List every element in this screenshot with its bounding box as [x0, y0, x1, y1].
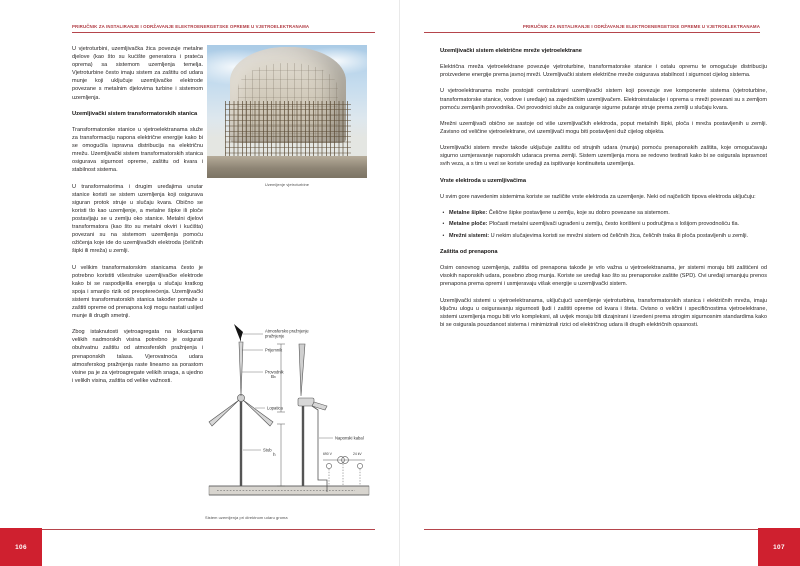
heading-surge-protection: Zaštita od prenapona	[440, 248, 498, 255]
left-text-column	[72, 45, 203, 385]
bullet-term-plates: Metalne ploče:	[449, 221, 488, 228]
bullet-text-rods: Čelične šipke postavljene u zemlju, koje su dobro povezane sa sistemom.	[487, 209, 670, 216]
ground-soil	[207, 156, 367, 178]
figure-caption-turbine: Uzemljenje vjetroturbine	[264, 182, 310, 187]
page-right	[400, 0, 800, 566]
heading-transformer-stations: Uzemljivački sistem transformatorskih stanica	[72, 110, 198, 117]
paragraph-r4: Uzemljivački sistem mreže takođe uključuje zaštitu od strujnih udara (munja) pomoću prenaponskih zaštita, koje omogućavaju sigurno usmjeravanje naponskih udaraca prema zemlji. Sistem uzemljenja mora se redovno testirati kako bi se osigurala ispravnost svih veza, a s tim u vezi se koriste uređaji za ispitivanje kontinuiteta uzemljenja.	[440, 145, 767, 168]
diagram-label-prijemnik: Prijemnik	[265, 347, 283, 353]
figure-caption-diagram: Sistem uzemljenja pri direktnom udaru groma	[205, 515, 288, 520]
footer-rule-right	[424, 529, 770, 530]
bullet-text-mesh: U nekim slučajevima koristi se mrežni sistem od čeličnih žica, čeličnih traka ili ploča postavljenih u zemlji.	[489, 232, 749, 239]
header-rule-left	[72, 32, 375, 33]
bullet-term-mesh: Mrežni sistemi:	[449, 232, 490, 239]
list-item	[440, 209, 767, 217]
footer-rule-left	[30, 529, 375, 530]
lightning-earthing-svg	[205, 320, 373, 512]
diagram-voltage-24kv: 24 kV	[353, 452, 362, 456]
page-number-right: 107	[758, 528, 800, 566]
paragraph-l1: Transformatorske stanice u vjetroelektranama služe za transformaciju napona električne energije kako bi se omogućila ispravna distribucija na električnu mrežu. Uzemljivački sistem transformatorskih stanica osigurava sigurnost opreme, zaštitu od kvara i stabilnost sistema.	[72, 126, 203, 174]
paragraph-r5: U svim gore navedenim sistemima koriste se različite vrste elektroda za uzemljenje. Neki od najčešćih tipova elektroda uključuju:	[440, 193, 756, 200]
figure-turbine-foundation	[207, 45, 367, 187]
paragraph-l2: U transformatorima i drugim uređajima unutar stanice koristi se sistem uzemljenja koji osigurava siguran protok struje u slučaju kvara. Obično se koristi tlo kao uzemljenje, a metalne šipke ili ploče postavljaju se u zemlju oko stanice. Metalni djelovi transformatora (kao što su metalni okviri i kućišta) povezani su na sistemom uzemljenja pomoću ožičenja koje ide do uzemljivačkih elektroda (čeličnih šipki ili mreža) u zemlji.	[72, 183, 203, 255]
diagram-voltage-690: 690 V	[323, 452, 332, 456]
turbine-foundation-photo	[207, 45, 367, 178]
diagram-label-atmosfersko: Atmosfersko pražnjenje	[265, 328, 309, 334]
figure-lightning-earthing-diagram	[205, 320, 373, 520]
paragraph-l4: Zbog istaknutosti vjetroagregata na lokacijama velikih nadmorskih visina potrebno je osigurati obuhvatnu zaštitu od atmosferskih pražnjenja i prenaponskih talasa. Vjerovatnoća udara atmosferskog pražnjenja raste linearno sa porastom visine pa je za vjetroagregate velikih snaga, a ujedno i velikih visina, zaštita od velike važnosti.	[72, 329, 203, 384]
paragraph-l3: U velikim transformatorskim stanicama često je potrebno koristiti višestruke uzemljivačke elektrode kako bi se raspodijelila energija u slučaju kratkog spoja i smanjio rizik od preopterećenja. Uzemljivački sistemi transformatorskih stanica također pomaže u zaštiti opreme od prenapona koji mogu nastati uslijed munje ili drugih smetnji.	[72, 264, 203, 320]
running-header-right: PRIRUČNIK ZA INSTALIRANJE I ODRŽAVANJE ELEKTROENERGETSKE OPREME U VJETROELEKTRANAMA	[522, 24, 760, 29]
electrode-type-list	[440, 209, 767, 240]
paragraph-r2: U vjetroelektranama može postojati centralizirani uzemljivački sistem koji povezuje sve komponente sistema (vjetroturbine, transformatorske stanice, vodove i uređaje) sa zajedničkim uzemljivačem. Elektroinstalacije i oprema u mreži povezani su s zemljom pomoću zemljanih provodnika. Ovi provodnici služe za osiguranje sigurne putanje struje prema zemlji u slučaju kvara.	[440, 88, 767, 111]
bullet-text-plates: Pločasti metalni uzemljivači ugrađeni u zemlju, često korišteni u područjima s lošijom provodnošću tla.	[487, 221, 740, 228]
paragraph-r6: Osim osnovnog uzemljenja, zaštita od prenapona takođe je vrlo važna u vjetroelektranama, jer sistemi moraju biti zaštićeni od visokih naponskih udara, posebno zbog munja. Koriste se uređaji kao što su prenaponske zaštite (SPD). Ovi uređaji smanjuju prenos prenapona prema opremi i usmjeravaju višak energije u uzemljivački sistem.	[440, 265, 767, 288]
diagram-label-lopatica: Lopatica	[267, 405, 283, 411]
diagram-dim-h: h	[273, 452, 276, 457]
diagram-label-stub: Stub	[263, 447, 272, 453]
right-text-column	[440, 45, 767, 329]
diagram-label-provodnik: Provodnik	[265, 369, 284, 375]
header-rule-right	[424, 32, 760, 33]
paragraph-r1: Električna mreža vjetroelektrane povezuje vjetroturbine, transformatorske stanice i ostalu opremu te omogućuje distribuciju proizvedene energije prema javnoj mreži. Uzemljivački sistem električne mreže osigurava stabilnost i sigurnost cijelog sistema.	[440, 64, 767, 79]
heading-grid-earthing: Uzemljivački sistem električne mreže vjetroelektrane	[440, 48, 582, 54]
diagram-dim-bh: Bₕ	[271, 374, 276, 379]
running-header-left: PRIRUČNIK ZA INSTALIRANJE I ODRŽAVANJE ELEKTROENERGETSKE OPREME U VJETROELEKTRANAMA	[72, 24, 310, 29]
paragraph-intro: U vjetroturbini, uzemljivačka žica povezuje metalne djelove (kao što su kućište generatora i prateća oprema) sa sistemom uzemljenja temelja. Vjetroturbine često imaju sistem za zaštitu od udara munje koji uključuje uzemljivačke elektrode povezane s metalnim djelovima turbine i sistemom uzemljenja.	[72, 46, 203, 101]
paragraph-r3: Mrežni uzemljivači obično se sastoje od više uzemljivačkih elektroda, poput metalnih šipki, ploča i mreža postavljenih u zemlji. Zavisno od veličine vjetroelektrane, ovi uzemljivači mogu biti postavljeni duž cijelog objekta.	[440, 120, 767, 135]
bullet-term-rods: Metalne šipke:	[449, 209, 488, 216]
paragraph-r7: Uzemljivački sistemi u vjetroelektranama, uključujući uzemljenje vjetroturbina, transformatorskih stanica i električnih mreža, imaju ključnu ulogu u osiguravanju sigurnosti ljudi i zaštiti opreme od kvara i šteta. Ovisno o veličini i specifičnostima vjetroelektrane, sistemi uzemljenja mogu biti vrlo kompleksni, ali uvijek moraju biti dizajnirani i izvedeni prema strogim sigurnosnim standardima kako bi se osigurala pouzdanost sistema i minimizirali rizici od električnog udara ili drugih električnih opasnosti.	[440, 297, 767, 328]
heading-electrode-types: Vrste elektroda u uzemljivačima	[440, 177, 526, 184]
page-number-left: 106	[0, 528, 42, 566]
diagram-label-naponski-kabal: Naponski kabal	[335, 435, 364, 441]
svg-text:pražnjenje: pražnjenje	[265, 333, 285, 339]
list-item	[440, 232, 767, 240]
list-item	[440, 220, 767, 228]
